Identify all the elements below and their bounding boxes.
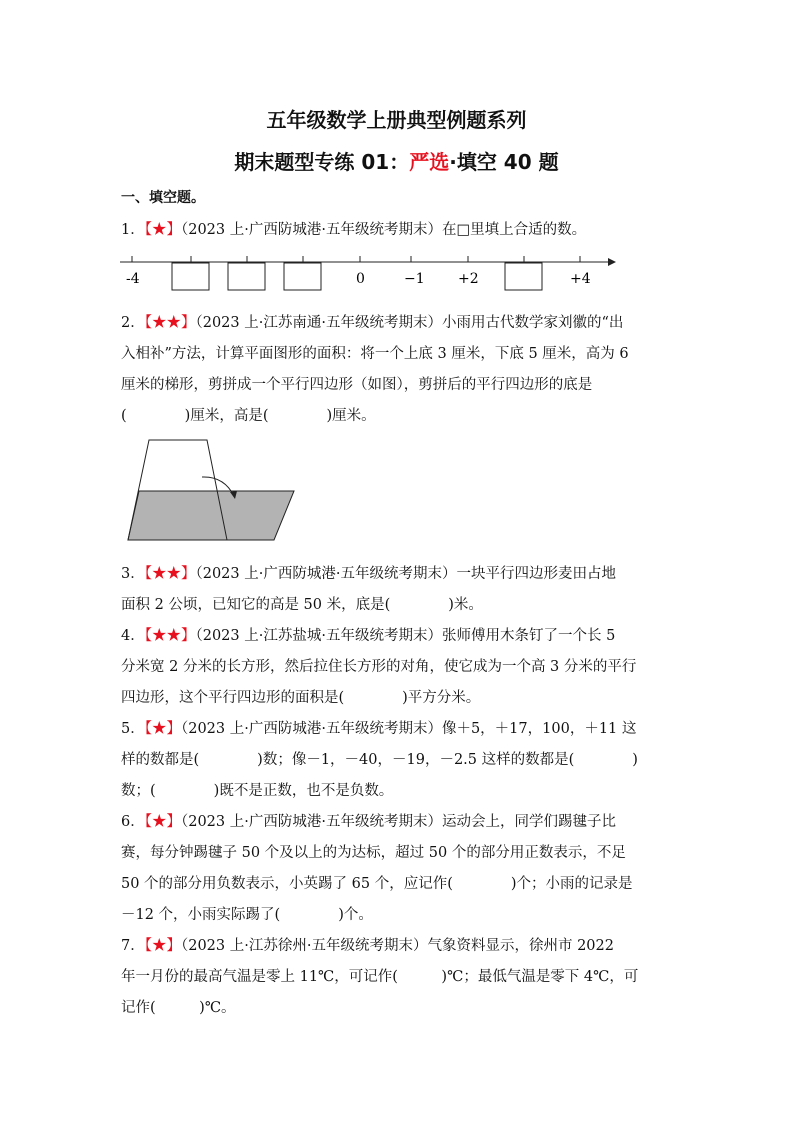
question-text: （2023 上·广西防城港·五年级统考期末）一块平行四边形麦田占地 <box>195 566 616 582</box>
question-6-line-3: 50 个的部分用负数表示，小英踢了 65 个，应记作( )个；小雨的记录是 <box>121 876 633 892</box>
question-3-line-1 <box>121 562 616 583</box>
answer-box[interactable] <box>505 263 542 290</box>
difficulty-stars: 【★】 <box>144 721 181 737</box>
question-5-line-1 <box>121 717 636 738</box>
question-source: （2023 上·广西防城港·五年级统考期末） <box>180 222 442 238</box>
subtitle-prefix: 期末题型专练 01： <box>234 150 410 174</box>
number-line-label: -4 <box>126 271 140 287</box>
question-5-line-3: 数；( )既不是正数，也不是负数。 <box>121 783 394 799</box>
section-heading: 一、填空题。 <box>121 190 205 206</box>
question-7-line-3: 记作( )℃。 <box>121 1000 236 1016</box>
difficulty-stars: 【★】 <box>144 222 181 238</box>
question-number: 6． <box>121 814 145 830</box>
question-7-line-1 <box>121 934 614 955</box>
question-4-line-2: 分米宽 2 分米的长方形，然后拉住长方形的对角，使它成为一个高 3 分米的平行 <box>121 659 637 675</box>
difficulty-stars: 【★★】 <box>144 315 196 331</box>
question-6-line-1 <box>121 810 616 831</box>
question-number: 4． <box>121 628 145 644</box>
question-text: （2023 上·广西防城港·五年级统考期末）像＋5，＋17，100，＋11 这 <box>180 721 637 737</box>
page-title: 五年级数学上册典型例题系列 <box>266 108 527 132</box>
number-line-ticks <box>132 256 580 262</box>
question-number: 3． <box>121 566 145 582</box>
question-2-line-4: ( )厘米，高是( )厘米。 <box>121 408 376 424</box>
question-2-line-2: 入相补”方法，计算平面图形的面积：将一个上底 3 厘米，下底 5 厘米，高为 6 <box>121 346 629 362</box>
question-text: （2023 上·江苏盐城·五年级统考期末）张师傅用木条钉了一个长 5 <box>195 628 616 644</box>
question-4-line-1 <box>121 624 615 645</box>
question-text: （2023 上·江苏徐州·五年级统考期末）气象资料显示，徐州市 2022 <box>180 938 614 954</box>
number-line <box>118 255 618 295</box>
difficulty-stars: 【★】 <box>144 938 181 954</box>
answer-box[interactable] <box>284 263 321 290</box>
question-number: 7． <box>121 938 145 954</box>
question-6-line-2: 赛，每分钟踢毽子 50 个及以上的为达标，超过 50 个的部分用正数表示，不足 <box>121 845 626 861</box>
number-line-label: +2 <box>458 271 479 287</box>
number-line-arrow <box>608 258 616 266</box>
question-1 <box>121 218 586 239</box>
answer-box[interactable] <box>172 263 209 290</box>
answer-box[interactable] <box>228 263 265 290</box>
page-subtitle <box>0 146 793 175</box>
difficulty-stars: 【★★】 <box>144 566 196 582</box>
number-line-label: 0 <box>356 271 365 287</box>
difficulty-stars: 【★】 <box>144 814 181 830</box>
parallelogram-shape <box>128 491 294 540</box>
question-6-line-4: －12 个，小雨实际踢了( )个。 <box>121 907 373 923</box>
question-text: （2023 上·广西防城港·五年级统考期末）运动会上，同学们踢毽子比 <box>180 814 616 830</box>
question-text: （2023 上·江苏南通·五年级统考期末）小雨用古代数学家刘徽的“出 <box>195 315 624 331</box>
question-text: 在□里填上合适的数。 <box>441 222 587 238</box>
question-number: 5． <box>121 721 145 737</box>
question-5-line-2: 样的数都是( )数；像－1，－40，－19，－2.5 这样的数都是( ) <box>121 752 638 768</box>
subtitle-suffix: ·填空 40 题 <box>449 150 559 174</box>
difficulty-stars: 【★★】 <box>144 628 196 644</box>
subtitle-highlight: 严选 <box>409 150 450 174</box>
number-line-label: −1 <box>404 271 425 287</box>
question-number: 1． <box>121 222 145 238</box>
trapezoid-parallelogram-diagram <box>124 436 299 542</box>
question-number: 2． <box>121 315 145 331</box>
question-3-line-2: 面积 2 公顷，已知它的高是 50 米，底是( )米。 <box>121 597 483 613</box>
question-7-line-2: 年一月份的最高气温是零上 11℃，可记作( )℃；最低气温是零下 4℃，可 <box>121 969 639 985</box>
question-2-line-3: 厘米的梯形，剪拼成一个平行四边形（如图），剪拼后的平行四边形的底是 <box>121 377 593 393</box>
number-line-label: +4 <box>570 271 591 287</box>
question-2-line-1 <box>121 311 623 332</box>
question-4-line-3: 四边形，这个平行四边形的面积是( )平方分米。 <box>121 690 481 706</box>
